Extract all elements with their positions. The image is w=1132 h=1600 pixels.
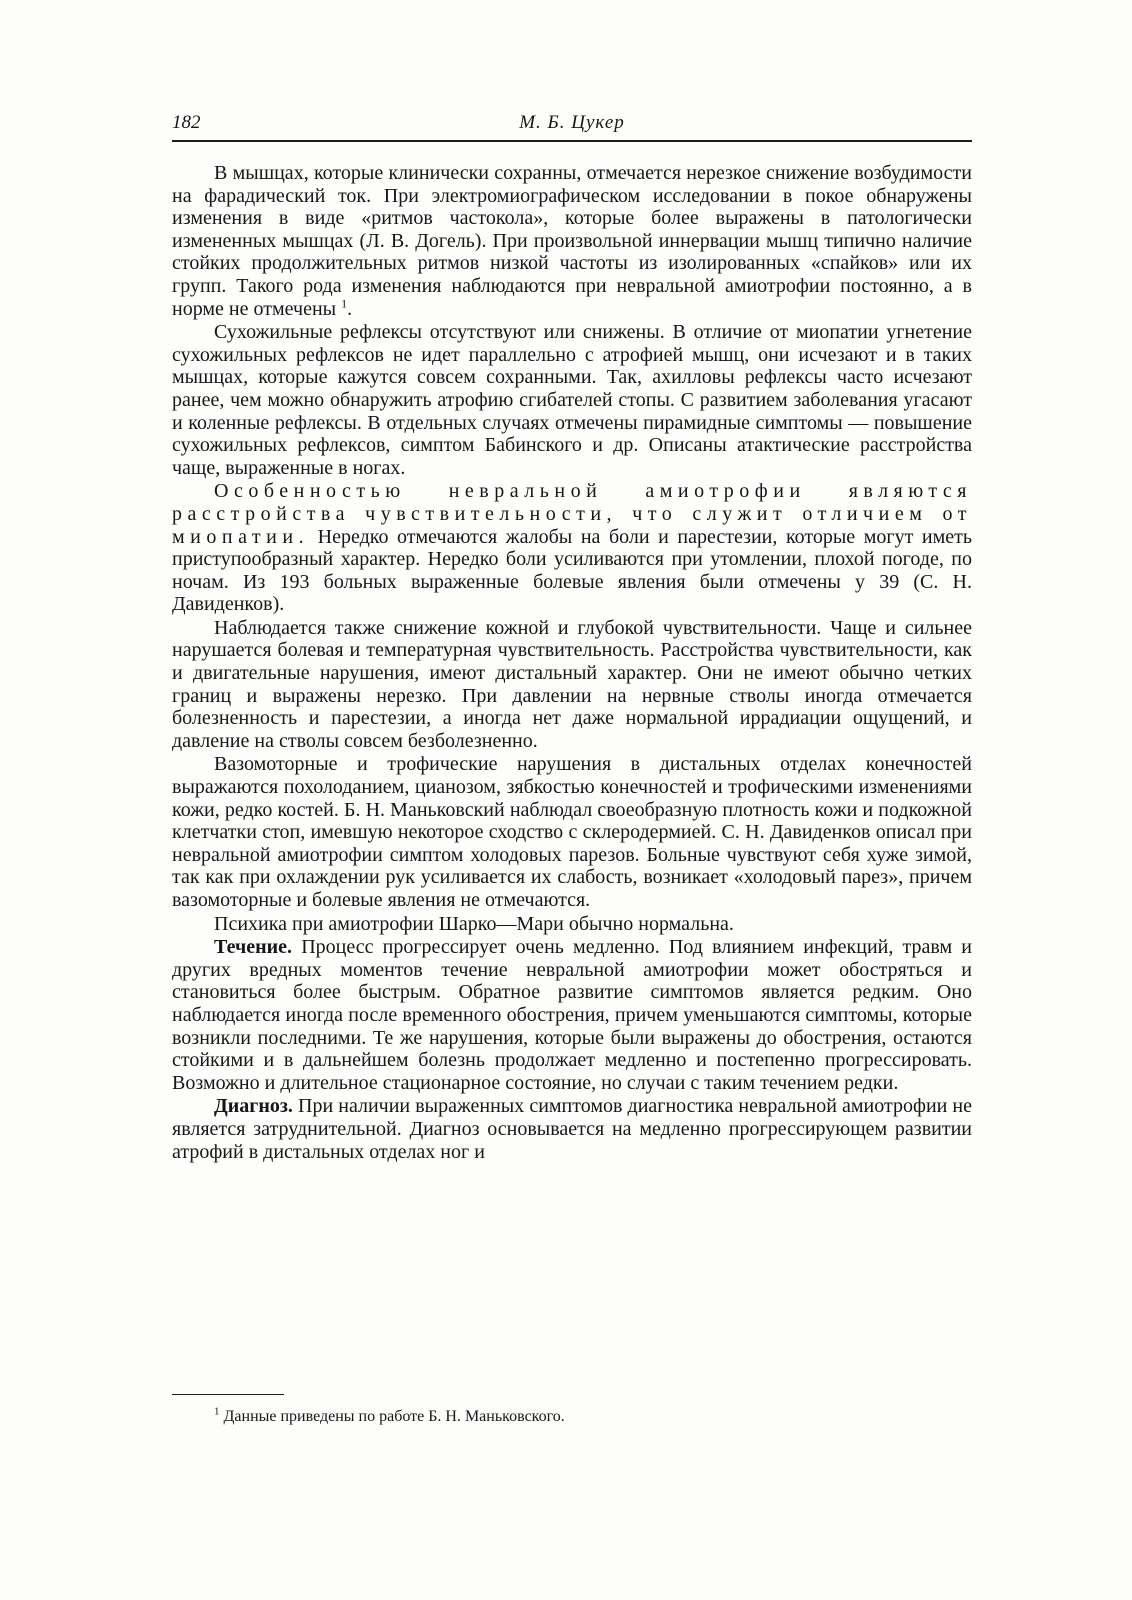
paragraph-skin-sensitivity: Наблюдается также снижение кожной и глубокой чувствительности. Чаще и сильнее нарушается болевая и температурная чувствительность. Расстройства чувствительности, как и двигательные нарушения, имеют дистальный характер. Они не имеют обычно четких границ и выражены нерезко. При давлении на нервные стволы иногда отмечается болезненность и парестезии, а иногда нет даже нормальной иррадиации ощущений, и давление на стволы совсем безболезненно.: [172, 616, 972, 752]
paragraph-course: [172, 936, 972, 1094]
running-head: [172, 108, 972, 142]
paragraph-course-text: Процесс прогрессирует очень медленно. Под влиянием инфекций, травм и других вредных моментов течение невральной амиотрофии может обостряться и становиться более быстрым. Обратное развитие симптомов является редким. Оно наблюдается иногда после временного обострения, причем уменьшаются симптомы, которые возникли последними. Те же нарушения, которые были выражены до обострения, остаются стойкими и в дальнейшем болезнь продолжает медленно и постепенно прогрессировать. Возможно и длительное стационарное состояние, но случаи с таким течением редки.: [172, 936, 973, 1094]
paragraph-emg: В мышцах, которые клинически сохранны, отмечается нерезкое снижение возбудимости на фарадический ток. При электромиографическом исследовании в покое обнаружены изменения в виде «ритмов частокола», которые более выражены в патологически измененных мышцах (Л. В. Догель). При произвольной иннервации мышц типично наличие стойких продолжительных ритмов низкой частоты из изолированных «спайков» или их групп. Такого рода изменения наблюдаются при невральной амиотрофии постоянно, а в норме не отмечены $^1$.: [172, 162, 972, 320]
paragraph-sensitivity-text: Нередко отмечаются жалобы на боли и парестезии, которые могут иметь приступообразный характер. Нередко боли усиливаются при утомлении, плохой погоде, по ночам. Из 193 больных выраженные болевые явления были отмечены у 39 (С. Н. Давиденков).: [172, 525, 973, 616]
page-number: 182: [172, 112, 201, 133]
paragraph-emg-text: В мышцах, которые клинически сохранны, отмечается нерезкое снижение возбудимости на фарадический ток. При электромиографическом исследовании в покое обнаружены изменения в виде «ритмов частокола», которые более выражены в патологически измененных мышцах (Л. В. Догель). При произвольной иннервации мышц типично наличие стойких продолжительных ритмов низкой частоты из изолированных «спайков» или их групп. Такого рода изменения наблюдаются при невральной амиотрофии постоянно, а в норме не отмечены: [172, 162, 972, 320]
paragraph-sensitivity: [172, 480, 972, 616]
section-head-diagnosis: Диагноз.: [214, 1095, 293, 1118]
footnote-marker: 1: [214, 1405, 220, 1418]
paragraph-diagnosis: [172, 1095, 972, 1163]
paragraph-psyche: Психика при амиотрофии Шарко—Мари обычно нормальна.: [214, 912, 734, 935]
paragraph-diagnosis-text: При наличии выраженных симптомов диагностика невральной амиотрофии не является затруднительной. Диагноз основывается на медленно прогрессирующем развитии атрофий в дистальных отделах ног и: [172, 1095, 972, 1163]
running-title: М. Б. Цукер: [519, 112, 625, 133]
footnote: [214, 1407, 974, 1427]
main-text: [172, 162, 972, 1163]
footnote-reference: 1: [341, 295, 348, 310]
footnote-text: Данные приведены по работе Б. Н. Маньковского.: [223, 1408, 565, 1425]
paragraph-reflexes: Сухожильные рефлексы отсутствуют или снижены. В отличие от миопатии угнетение сухожильных рефлексов не идет параллельно с атрофией мышц, они исчезают и в таких мышцах, которые кажутся совсем сохранными. Так, ахилловы рефлексы часто исчезают ранее, чем можно обнаружить атрофию сгибателей стопы. С развитием заболевания угасают и коленные рефлексы. В отдельных случаях отмечены пирамидные симптомы — повышение сухожильных рефлексов, симптом Бабинского и др. Описаны атактические расстройства чаще, выраженные в ногах.: [172, 321, 972, 479]
section-head-course: Течение.: [214, 936, 293, 959]
paragraph-vasomotor: Вазомоторные и трофические нарушения в дистальных отделах конечностей выражаются похолоданием, цианозом, зябкостью конечностей и трофическими изменениями кожи, редко костей. Б. Н. Маньковский наблюдал своеобразную плотность кожи и подкожной клетчатки стоп, имевшую некоторое сходство с склеродермией. С. Н. Давиденков описал при невральной амиотрофии симптом холодовых парезов. Больные чувствуют себя хуже зимой, так как при охлаждении рук усиливается их слабость, возникает «холодовый парез», причем вазомоторные и болевые явления не отмечаются.: [172, 753, 972, 911]
spaced-emphasis: Особенностью невральной амиотрофии являются расстройства чувствительности, что служит отличием от миопатии.: [172, 480, 972, 548]
footnote-divider: [172, 1394, 284, 1395]
